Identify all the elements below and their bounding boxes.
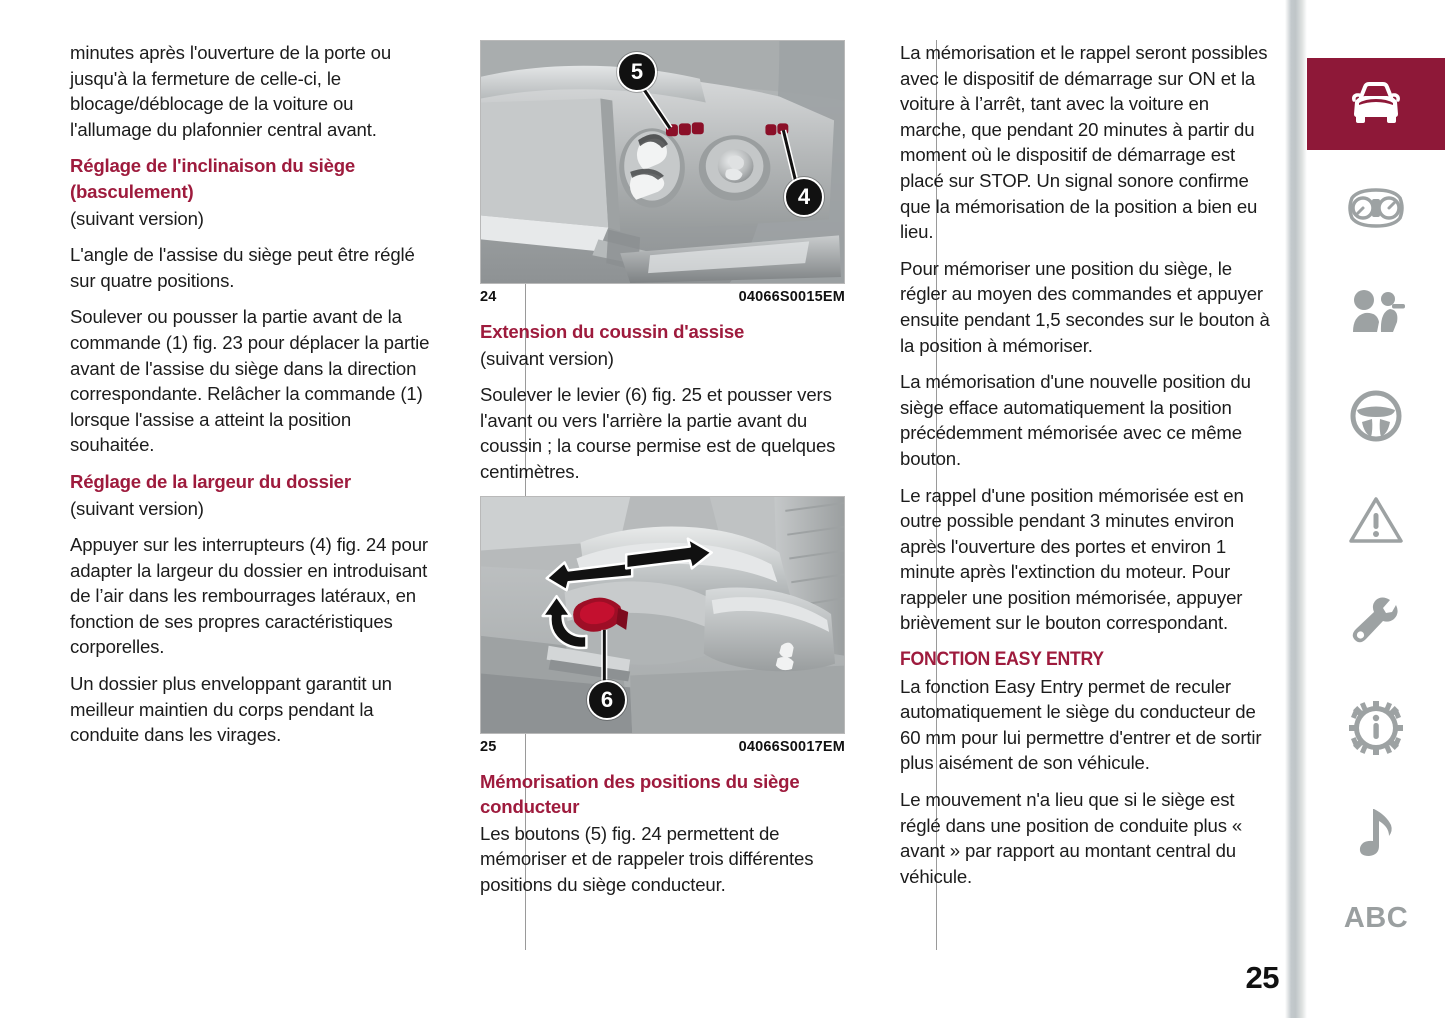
paragraph: Soulever ou pousser la partie avant de la commande (1) fig. 23 pour déplacer la partie avant de l'assise du siège dans la direction correspondante. Relâcher la commande (1) lorsque l'assise a atteint la position souhaitée. (70, 306, 430, 456)
figure-25-caption (480, 739, 845, 755)
version-note: (suivant version) (480, 347, 614, 369)
sidebar-item-multimedia[interactable] (1307, 786, 1445, 878)
warning-triangle-icon (1348, 495, 1404, 545)
paragraph: Un dossier plus enveloppant garantit un meilleur maintien du corps pendant la conduite dans les virages. (70, 673, 392, 746)
paragraph: La mémorisation et le rappel seront possibles avec le dispositif de démarrage sur ON et la voiture à l’arrêt, tant avec la voiture en marche, que pendant 20 minutes à partir du moment où le dispositif de démarrage est placé sur STOP. Un signal sonore confirme que la mémorisation de la position a bien eu lieu. (900, 42, 1268, 243)
figure-number: 24 (480, 289, 497, 305)
page-content (70, 40, 1275, 950)
figure-callout-4: 4 (784, 177, 824, 217)
section-heading: Mémorisation des positions du siège conducteur (480, 770, 800, 818)
paragraph: Pour mémoriser une position du siège, le régler au moyen des commandes et appuyer ensuite pendant 1,5 secondes sur le bouton à la position à mémoriser. (900, 257, 1270, 356)
version-note: (suivant version) (70, 207, 204, 229)
section-heading: Extension du coussin d'assise (480, 321, 745, 342)
paragraph: La mémorisation d'une nouvelle position du siège efface automatiquement la position précédemment mémorisée avec ce même bouton. (900, 371, 1251, 469)
paragraph: L'angle de l'assise du siège peut être réglé sur quatre positions. (70, 244, 415, 291)
car-front-icon (1345, 82, 1407, 126)
sidebar-item-car[interactable] (1307, 58, 1445, 150)
version-note: (suivant version) (70, 497, 204, 519)
sidebar-edge-gradient (1285, 0, 1307, 1018)
figure-24 (480, 40, 845, 305)
paragraph: Le rappel d'une position mémorisée est en outre possible pendant 3 minutes environ après l'ouverture des portes et environ 1 minute après l'extinction du moteur. Pour rappeler une position mémorisée, appuyer brièvement sur le bouton correspondant. (900, 484, 1244, 634)
section-heading: Réglage de l'inclinaison du siège (basculement) (70, 155, 356, 202)
sidebar-item-maintenance[interactable] (1307, 578, 1445, 670)
paragraph: Soulever le levier (6) fig. 25 et pousser vers l'avant ou vers l'arrière la partie avant du coussin ; la course permise est de quelques centimètres. (480, 384, 836, 482)
paragraph: Appuyer sur les interrupteurs (4) fig. 24 pour adapter la largeur du dossier en introduisant de l’air dans les rembourrages latéraux, en fonction de ses propres caractéristiques corporelles. (70, 534, 428, 658)
figure-number: 25 (480, 738, 497, 755)
column-left (70, 40, 455, 950)
figure-25 (480, 496, 845, 755)
figure-code: 04066S0015EM (738, 289, 845, 305)
paragraph: minutes après l'ouverture de la porte ou jusqu'à la fermeture de celle-ci, le blocage/déblocage de la voiture ou l'allumage du plafonnier central avant. (70, 42, 392, 140)
paragraph: Les boutons (5) fig. 24 permettent de mémoriser et de rappeler trois différentes positions du siège conducteur. (480, 822, 814, 895)
column-right (865, 40, 1275, 950)
abc-index-icon: ABC (1343, 901, 1409, 934)
sidebar-item-warnings[interactable] (1307, 474, 1445, 566)
wrench-icon (1350, 597, 1402, 651)
sidebar-item-safety[interactable] (1307, 266, 1445, 358)
column-middle (455, 40, 865, 950)
sidebar-item-index[interactable] (1307, 872, 1445, 964)
paragraph: La fonction Easy Entry permet de reculer automatiquement le siège du conducteur de 60 mm pour lui permettre d'entrer et de sortir plus aisément de son véhicule. (900, 675, 1262, 774)
page-number: 25 (1245, 960, 1279, 995)
airbag-safety-icon (1347, 288, 1405, 336)
section-heading-easy-entry: FONCTION EASY ENTRY (900, 649, 1104, 671)
sidebar-item-info[interactable] (1307, 682, 1445, 774)
paragraph: Le mouvement n'a lieu que si le siège est réglé dans une position de conduite plus « avant » par rapport au montant central du véhicule. (900, 789, 1243, 887)
steering-wheel-icon (1350, 390, 1402, 442)
dashboard-gauges-icon (1344, 186, 1408, 230)
figure-24-caption (480, 289, 845, 305)
sidebar-item-steering[interactable] (1307, 370, 1445, 462)
section-tab-sidebar (1285, 0, 1445, 1018)
figure-callout-5: 5 (617, 52, 657, 92)
section-heading: Réglage de la largeur du dossier (70, 470, 351, 492)
music-note-icon (1355, 805, 1397, 859)
figure-24-image (480, 40, 845, 284)
sidebar-item-dashboard[interactable] (1307, 162, 1445, 254)
figure-callout-6: 6 (587, 680, 627, 720)
figure-25-image (480, 496, 845, 734)
info-gear-icon (1349, 701, 1403, 755)
figure-code: 04066S0017EM (738, 738, 845, 755)
